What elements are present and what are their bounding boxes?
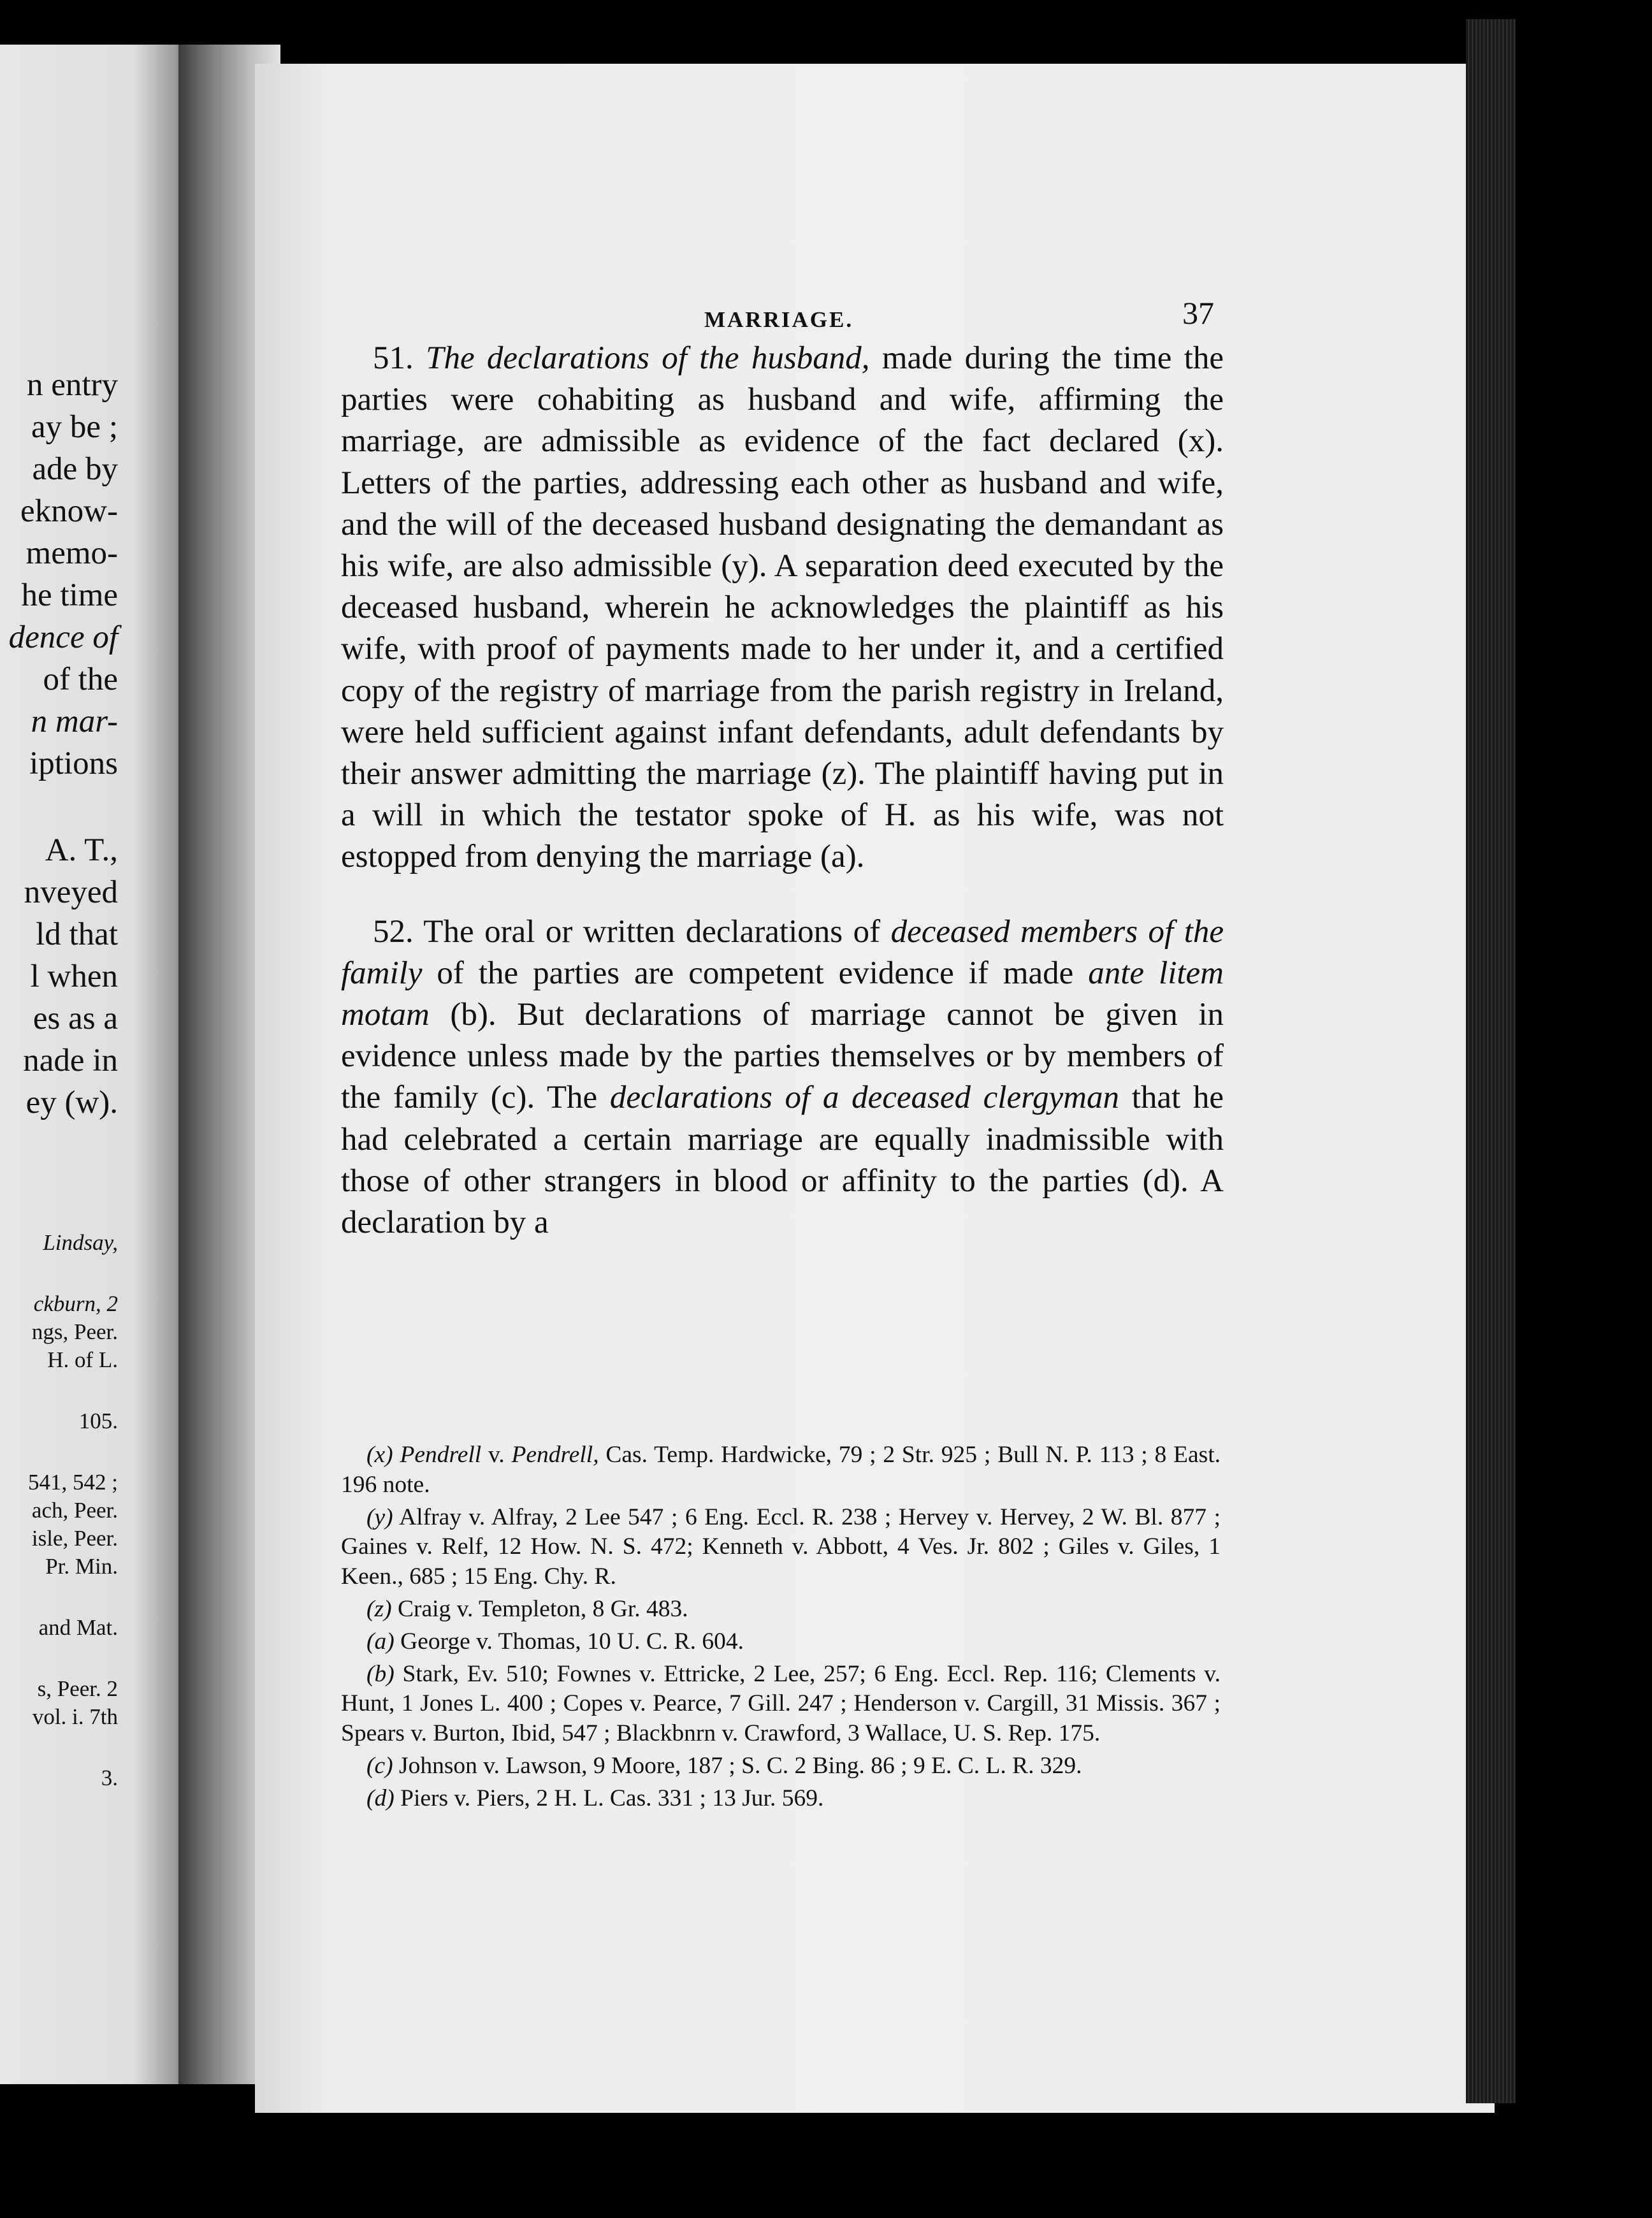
paragraph-text: that he had celebrated a certain marriage are equally inadmissible with those of other strangers in blood or affinity to the parties (d). A declaration by a: [341, 1080, 1224, 1241]
footnote-mark: (x): [366, 1442, 393, 1468]
left-page-note-line: and Mat.: [38, 1615, 118, 1640]
left-page-note-line: ach, Peer.: [31, 1498, 118, 1523]
paragraph-51: [341, 338, 1224, 878]
left-page-line: memo-: [25, 535, 118, 571]
left-page-line: n entry: [26, 367, 118, 403]
left-page-note-line: H. of L.: [47, 1347, 118, 1372]
footnote-text: Alfray v. Alfray, 2 Lee 547 ; 6 Eng. Eccl. R. 238 ; Hervey v. Hervey, 2 W. Bl. 877 ; Gaines v. Relf, 12 How. N. S. 472; Kenneth v. Abbott, 4 Ves. Jr. 802 ; Giles v. Giles, 1 Keen., 685 ; 15 Eng. Chy. R.: [341, 1504, 1221, 1590]
section-number: 52.: [373, 913, 414, 950]
footnote-text: Piers v. Piers, 2 H. L. Cas. 331 ; 13 Jur. 569.: [400, 1785, 824, 1811]
footnote-x: [341, 1440, 1221, 1500]
paragraph-text: The oral or written declarations of: [413, 913, 891, 950]
footnote-text: Stark, Ev. 510; Fownes v. Ettricke, 2 Lee, 257; 6 Eng. Eccl. Rep. 116; Clements v. Hunt, 1 Jones L. 400 ; Copes v. Pearce, 7 Gill. 247 ; Henderson v. Cargill, 31 Missis. 367 ; Spears v. Burton, Ibid, 547 ; Blackbnrn v. Crawford, 3 Wallace, U. S. Rep. 175.: [341, 1660, 1221, 1747]
left-page-line: ade by: [32, 451, 118, 487]
left-page-note-line: ckburn, 2: [33, 1291, 118, 1316]
footnote-c: [341, 1751, 1221, 1781]
paragraph-text: (b). But declarations of marriage cannot be given in evidence unless made by the parties themselves or by members of the family (c). The: [341, 997, 1224, 1116]
page-number: 37: [1182, 295, 1214, 331]
section-number: 51.: [373, 340, 414, 376]
left-page-line: es as a: [33, 1001, 118, 1036]
left-page-line: nveyed: [24, 874, 118, 910]
footnote-text: Johnson v. Lawson, 9 Moore, 187 ; S. C. 2 Bing. 86 ; 9 E. C. L. R. 329.: [399, 1752, 1082, 1779]
left-page-note-line: Lindsay,: [43, 1230, 118, 1255]
footnote-mark: (z): [366, 1595, 392, 1622]
left-page-line: iptions: [29, 746, 118, 781]
left-page-note-line: vol. i. 7th: [32, 1704, 118, 1729]
italic-phrase: deceased members of the family: [341, 913, 1224, 991]
footnote-z: [341, 1595, 1221, 1625]
left-page-note-line: 105.: [78, 1409, 118, 1433]
footnote-mark: (c): [366, 1752, 393, 1779]
paragraph-52: [341, 911, 1224, 1244]
footnote-mark: (a): [366, 1628, 395, 1655]
footnote-text: George v. Thomas, 10 U. C. R. 604.: [400, 1628, 744, 1655]
paragraph-text: made during the time the parties were cohabiting as husband and wife, affirming the marriage, are admissible as evidence of the fact declared (x). Letters of the parties, addressing each other as husband and wife, and the will of the deceased husband designating the demandant as his wife, are also admissible (y). A separation deed executed by the deceased husband, wherein he acknowledges the plaintiff as his wife, with proof of payments made to her under it, and a certified copy of the registry of marriage from the parish registry in Ireland, were held sufficient against infant defendants, adult defendants by their answer admitting the marriage (z). The plaintiff having put in a will in which the testator spoke of H. as his wife, was not estopped from denying the marriage (a).: [341, 340, 1224, 875]
left-page-fragment: [0, 45, 191, 2084]
footnote-mark: (b): [366, 1660, 395, 1687]
left-page-line: ey (w).: [25, 1085, 118, 1120]
footnote-text: v.: [481, 1442, 512, 1468]
left-page-note-line: isle, Peer.: [31, 1526, 118, 1551]
left-page-line: l when: [30, 959, 118, 994]
left-page-line: nade in: [23, 1043, 118, 1078]
left-page-note-line: s, Peer. 2: [37, 1676, 118, 1701]
left-page-note-line: 3.: [101, 1765, 118, 1790]
footnotes: [341, 1440, 1221, 1814]
left-page-line: of the: [43, 662, 118, 697]
running-title: MARRIAGE.: [704, 307, 854, 332]
left-page-note-line: ngs, Peer.: [31, 1319, 118, 1344]
left-page-line: n mar-: [31, 704, 118, 739]
italic-phrase: declarations of a deceased clergyman: [609, 1080, 1120, 1116]
footnote-text: Cas. Temp. Hardwicke, 79 ; 2 Str. 925 ; Bull N. P. 113 ; 8 East. 196 note.: [341, 1442, 1221, 1498]
italic-lead: The declarations of the husband,: [426, 340, 870, 376]
left-page-line: ld that: [36, 917, 118, 952]
left-page-note-line: Pr. Min.: [45, 1554, 118, 1579]
footnote-y: [341, 1503, 1221, 1592]
footnote-text: Craig v. Templeton, 8 Gr. 483.: [397, 1595, 688, 1622]
running-head: [341, 287, 1224, 338]
case-name: Pendrell,: [511, 1442, 599, 1468]
case-name: Pendrell: [400, 1442, 482, 1468]
page-body: [341, 287, 1224, 1243]
footnote-d: [341, 1784, 1221, 1814]
footnote-a: [341, 1627, 1221, 1657]
footnote-mark: (d): [366, 1785, 395, 1811]
book-page-edges: [1466, 19, 1516, 2103]
left-page-line: A. T.,: [45, 832, 118, 868]
left-page-line: ay be ;: [31, 409, 118, 445]
left-page-line: dence of: [8, 620, 118, 655]
left-page-note-line: 541, 542 ;: [28, 1470, 118, 1495]
left-page-line: eknow-: [20, 493, 118, 529]
italic-phrase: ante litem motam: [341, 955, 1224, 1033]
footnote-b: [341, 1660, 1221, 1749]
paragraph-text: of the parties are competent evidence if made: [422, 955, 1089, 991]
left-page-line: he time: [21, 577, 118, 613]
footnote-mark: (y): [366, 1504, 393, 1530]
